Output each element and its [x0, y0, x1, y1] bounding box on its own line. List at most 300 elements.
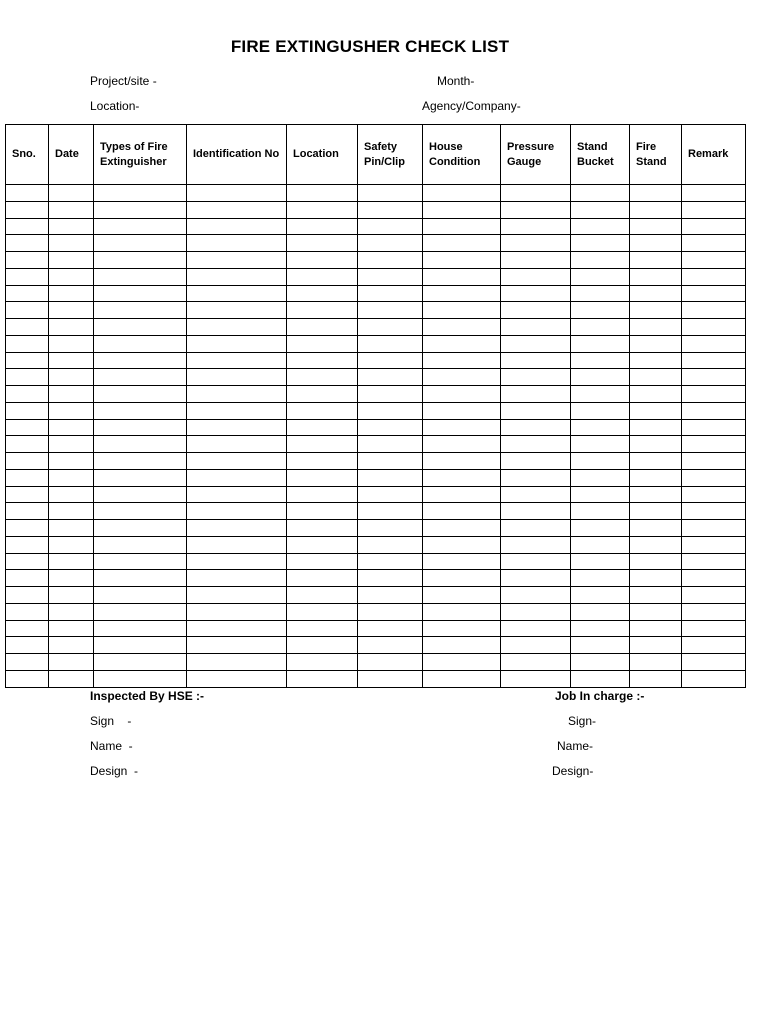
table-cell[interactable]: [358, 268, 423, 285]
table-cell[interactable]: [571, 654, 630, 671]
table-cell[interactable]: [94, 637, 187, 654]
table-cell[interactable]: [423, 218, 501, 235]
table-cell[interactable]: [358, 319, 423, 336]
table-cell[interactable]: [49, 201, 94, 218]
table-cell[interactable]: [682, 520, 746, 537]
table-cell[interactable]: [358, 536, 423, 553]
table-cell[interactable]: [187, 319, 287, 336]
table-cell[interactable]: [423, 603, 501, 620]
table-cell[interactable]: [187, 335, 287, 352]
table-cell[interactable]: [682, 235, 746, 252]
table-cell[interactable]: [49, 520, 94, 537]
table-cell[interactable]: [682, 670, 746, 687]
table-cell[interactable]: [501, 201, 571, 218]
table-cell[interactable]: [94, 620, 187, 637]
table-cell[interactable]: [94, 654, 187, 671]
table-cell[interactable]: [6, 469, 49, 486]
table-cell[interactable]: [6, 285, 49, 302]
table-cell[interactable]: [630, 185, 682, 202]
table-cell[interactable]: [6, 503, 49, 520]
table-cell[interactable]: [187, 654, 287, 671]
table-cell[interactable]: [6, 536, 49, 553]
table-cell[interactable]: [6, 218, 49, 235]
table-cell[interactable]: [187, 469, 287, 486]
table-cell[interactable]: [49, 503, 94, 520]
table-cell[interactable]: [49, 419, 94, 436]
table-cell[interactable]: [187, 436, 287, 453]
table-cell[interactable]: [6, 235, 49, 252]
table-cell[interactable]: [682, 419, 746, 436]
table-cell[interactable]: [49, 570, 94, 587]
table-cell[interactable]: [49, 386, 94, 403]
table-cell[interactable]: [358, 369, 423, 386]
table-cell[interactable]: [501, 319, 571, 336]
table-cell[interactable]: [94, 553, 187, 570]
table-cell[interactable]: [49, 553, 94, 570]
table-cell[interactable]: [501, 453, 571, 470]
table-cell[interactable]: [94, 201, 187, 218]
table-cell[interactable]: [187, 402, 287, 419]
table-cell[interactable]: [571, 570, 630, 587]
table-cell[interactable]: [358, 436, 423, 453]
table-cell[interactable]: [6, 268, 49, 285]
table-cell[interactable]: [358, 620, 423, 637]
table-cell[interactable]: [501, 369, 571, 386]
table-cell[interactable]: [287, 335, 358, 352]
table-cell[interactable]: [94, 335, 187, 352]
table-cell[interactable]: [630, 268, 682, 285]
table-cell[interactable]: [187, 637, 287, 654]
table-cell[interactable]: [630, 603, 682, 620]
table-cell[interactable]: [571, 520, 630, 537]
table-cell[interactable]: [682, 536, 746, 553]
table-cell[interactable]: [423, 419, 501, 436]
table-cell[interactable]: [682, 637, 746, 654]
table-cell[interactable]: [287, 419, 358, 436]
table-cell[interactable]: [187, 285, 287, 302]
table-cell[interactable]: [287, 352, 358, 369]
table-cell[interactable]: [287, 453, 358, 470]
table-cell[interactable]: [571, 503, 630, 520]
table-cell[interactable]: [501, 503, 571, 520]
table-cell[interactable]: [571, 285, 630, 302]
table-cell[interactable]: [358, 654, 423, 671]
table-cell[interactable]: [49, 252, 94, 269]
table-cell[interactable]: [571, 453, 630, 470]
table-cell[interactable]: [187, 302, 287, 319]
table-cell[interactable]: [630, 553, 682, 570]
table-cell[interactable]: [358, 469, 423, 486]
table-cell[interactable]: [358, 670, 423, 687]
table-cell[interactable]: [94, 218, 187, 235]
table-cell[interactable]: [94, 603, 187, 620]
table-cell[interactable]: [423, 453, 501, 470]
table-cell[interactable]: [94, 302, 187, 319]
table-cell[interactable]: [94, 185, 187, 202]
table-cell[interactable]: [287, 620, 358, 637]
table-cell[interactable]: [49, 302, 94, 319]
table-cell[interactable]: [571, 268, 630, 285]
table-cell[interactable]: [682, 436, 746, 453]
table-cell[interactable]: [287, 587, 358, 604]
table-cell[interactable]: [571, 218, 630, 235]
table-cell[interactable]: [358, 419, 423, 436]
table-cell[interactable]: [501, 469, 571, 486]
table-cell[interactable]: [6, 419, 49, 436]
table-cell[interactable]: [571, 252, 630, 269]
table-cell[interactable]: [6, 486, 49, 503]
table-cell[interactable]: [358, 553, 423, 570]
table-cell[interactable]: [187, 185, 287, 202]
table-cell[interactable]: [682, 503, 746, 520]
table-cell[interactable]: [287, 570, 358, 587]
table-cell[interactable]: [630, 402, 682, 419]
table-cell[interactable]: [358, 637, 423, 654]
table-cell[interactable]: [94, 235, 187, 252]
table-cell[interactable]: [6, 201, 49, 218]
table-cell[interactable]: [358, 218, 423, 235]
table-cell[interactable]: [6, 620, 49, 637]
table-cell[interactable]: [49, 235, 94, 252]
table-cell[interactable]: [630, 285, 682, 302]
table-cell[interactable]: [49, 670, 94, 687]
table-cell[interactable]: [49, 436, 94, 453]
table-cell[interactable]: [682, 620, 746, 637]
table-cell[interactable]: [501, 268, 571, 285]
table-cell[interactable]: [49, 335, 94, 352]
table-cell[interactable]: [501, 670, 571, 687]
table-cell[interactable]: [6, 453, 49, 470]
table-cell[interactable]: [423, 587, 501, 604]
table-cell[interactable]: [682, 402, 746, 419]
table-cell[interactable]: [94, 469, 187, 486]
table-cell[interactable]: [94, 252, 187, 269]
table-cell[interactable]: [287, 469, 358, 486]
table-cell[interactable]: [630, 335, 682, 352]
table-cell[interactable]: [358, 201, 423, 218]
table-cell[interactable]: [6, 603, 49, 620]
table-cell[interactable]: [187, 369, 287, 386]
table-cell[interactable]: [423, 654, 501, 671]
table-cell[interactable]: [682, 252, 746, 269]
table-cell[interactable]: [94, 670, 187, 687]
table-cell[interactable]: [358, 235, 423, 252]
table-cell[interactable]: [571, 670, 630, 687]
table-cell[interactable]: [187, 587, 287, 604]
table-cell[interactable]: [630, 302, 682, 319]
table-cell[interactable]: [187, 419, 287, 436]
table-cell[interactable]: [571, 386, 630, 403]
table-cell[interactable]: [94, 520, 187, 537]
table-cell[interactable]: [49, 319, 94, 336]
table-cell[interactable]: [6, 670, 49, 687]
table-cell[interactable]: [501, 285, 571, 302]
table-cell[interactable]: [501, 436, 571, 453]
table-cell[interactable]: [571, 319, 630, 336]
table-cell[interactable]: [630, 436, 682, 453]
table-cell[interactable]: [287, 386, 358, 403]
table-cell[interactable]: [630, 235, 682, 252]
table-cell[interactable]: [6, 520, 49, 537]
table-cell[interactable]: [423, 302, 501, 319]
table-cell[interactable]: [571, 637, 630, 654]
table-cell[interactable]: [6, 570, 49, 587]
table-cell[interactable]: [682, 386, 746, 403]
table-cell[interactable]: [49, 285, 94, 302]
table-cell[interactable]: [501, 536, 571, 553]
table-cell[interactable]: [571, 553, 630, 570]
table-cell[interactable]: [571, 302, 630, 319]
table-cell[interactable]: [630, 319, 682, 336]
table-cell[interactable]: [187, 570, 287, 587]
table-cell[interactable]: [682, 469, 746, 486]
table-cell[interactable]: [682, 285, 746, 302]
table-cell[interactable]: [501, 252, 571, 269]
table-cell[interactable]: [358, 302, 423, 319]
table-cell[interactable]: [682, 570, 746, 587]
table-cell[interactable]: [423, 536, 501, 553]
table-cell[interactable]: [571, 185, 630, 202]
table-cell[interactable]: [630, 486, 682, 503]
table-cell[interactable]: [287, 503, 358, 520]
table-cell[interactable]: [358, 503, 423, 520]
table-cell[interactable]: [49, 185, 94, 202]
table-cell[interactable]: [94, 419, 187, 436]
table-cell[interactable]: [187, 352, 287, 369]
table-cell[interactable]: [94, 352, 187, 369]
table-cell[interactable]: [287, 486, 358, 503]
table-cell[interactable]: [358, 402, 423, 419]
table-cell[interactable]: [287, 603, 358, 620]
table-cell[interactable]: [501, 386, 571, 403]
table-cell[interactable]: [630, 670, 682, 687]
table-cell[interactable]: [49, 268, 94, 285]
table-cell[interactable]: [423, 486, 501, 503]
table-cell[interactable]: [287, 201, 358, 218]
table-cell[interactable]: [682, 201, 746, 218]
table-cell[interactable]: [49, 469, 94, 486]
table-cell[interactable]: [682, 319, 746, 336]
table-cell[interactable]: [501, 553, 571, 570]
table-cell[interactable]: [358, 486, 423, 503]
table-cell[interactable]: [287, 402, 358, 419]
table-cell[interactable]: [630, 570, 682, 587]
table-cell[interactable]: [571, 402, 630, 419]
table-cell[interactable]: [6, 587, 49, 604]
table-cell[interactable]: [630, 587, 682, 604]
table-cell[interactable]: [423, 637, 501, 654]
table-cell[interactable]: [423, 553, 501, 570]
table-cell[interactable]: [358, 570, 423, 587]
table-cell[interactable]: [501, 419, 571, 436]
table-cell[interactable]: [571, 486, 630, 503]
table-cell[interactable]: [358, 285, 423, 302]
table-cell[interactable]: [49, 637, 94, 654]
table-cell[interactable]: [682, 218, 746, 235]
table-cell[interactable]: [571, 469, 630, 486]
table-cell[interactable]: [187, 486, 287, 503]
table-cell[interactable]: [287, 536, 358, 553]
table-cell[interactable]: [423, 570, 501, 587]
table-cell[interactable]: [358, 603, 423, 620]
table-cell[interactable]: [571, 235, 630, 252]
table-cell[interactable]: [6, 319, 49, 336]
table-cell[interactable]: [287, 268, 358, 285]
table-cell[interactable]: [358, 252, 423, 269]
table-cell[interactable]: [682, 268, 746, 285]
table-cell[interactable]: [358, 335, 423, 352]
table-cell[interactable]: [187, 453, 287, 470]
table-cell[interactable]: [94, 285, 187, 302]
table-cell[interactable]: [94, 386, 187, 403]
table-cell[interactable]: [6, 252, 49, 269]
table-cell[interactable]: [187, 670, 287, 687]
table-cell[interactable]: [49, 620, 94, 637]
table-cell[interactable]: [94, 536, 187, 553]
table-cell[interactable]: [6, 185, 49, 202]
table-cell[interactable]: [49, 352, 94, 369]
table-cell[interactable]: [6, 654, 49, 671]
table-cell[interactable]: [6, 436, 49, 453]
table-cell[interactable]: [630, 654, 682, 671]
table-cell[interactable]: [94, 369, 187, 386]
table-cell[interactable]: [6, 369, 49, 386]
table-cell[interactable]: [49, 536, 94, 553]
table-cell[interactable]: [501, 570, 571, 587]
table-cell[interactable]: [682, 369, 746, 386]
table-cell[interactable]: [501, 402, 571, 419]
table-cell[interactable]: [423, 319, 501, 336]
table-cell[interactable]: [358, 352, 423, 369]
table-cell[interactable]: [630, 620, 682, 637]
table-cell[interactable]: [501, 352, 571, 369]
table-cell[interactable]: [187, 218, 287, 235]
table-cell[interactable]: [630, 536, 682, 553]
table-cell[interactable]: [423, 620, 501, 637]
table-cell[interactable]: [287, 654, 358, 671]
table-cell[interactable]: [94, 570, 187, 587]
table-cell[interactable]: [358, 587, 423, 604]
table-cell[interactable]: [423, 252, 501, 269]
table-cell[interactable]: [501, 486, 571, 503]
table-cell[interactable]: [94, 402, 187, 419]
table-cell[interactable]: [287, 436, 358, 453]
table-cell[interactable]: [287, 520, 358, 537]
table-cell[interactable]: [287, 670, 358, 687]
table-cell[interactable]: [6, 352, 49, 369]
table-cell[interactable]: [423, 268, 501, 285]
table-cell[interactable]: [423, 201, 501, 218]
table-cell[interactable]: [358, 386, 423, 403]
table-cell[interactable]: [6, 402, 49, 419]
table-cell[interactable]: [423, 185, 501, 202]
table-cell[interactable]: [682, 553, 746, 570]
table-cell[interactable]: [358, 185, 423, 202]
table-cell[interactable]: [630, 637, 682, 654]
table-cell[interactable]: [682, 603, 746, 620]
table-cell[interactable]: [94, 436, 187, 453]
table-cell[interactable]: [49, 486, 94, 503]
table-cell[interactable]: [501, 587, 571, 604]
table-cell[interactable]: [501, 520, 571, 537]
table-cell[interactable]: [423, 235, 501, 252]
table-cell[interactable]: [287, 235, 358, 252]
table-cell[interactable]: [287, 369, 358, 386]
table-cell[interactable]: [630, 386, 682, 403]
table-cell[interactable]: [630, 453, 682, 470]
table-cell[interactable]: [187, 201, 287, 218]
table-cell[interactable]: [571, 603, 630, 620]
table-cell[interactable]: [571, 436, 630, 453]
table-cell[interactable]: [6, 386, 49, 403]
table-cell[interactable]: [287, 553, 358, 570]
table-cell[interactable]: [501, 620, 571, 637]
table-cell[interactable]: [630, 352, 682, 369]
table-cell[interactable]: [682, 185, 746, 202]
table-cell[interactable]: [287, 185, 358, 202]
table-cell[interactable]: [49, 402, 94, 419]
table-cell[interactable]: [287, 285, 358, 302]
table-cell[interactable]: [423, 386, 501, 403]
table-cell[interactable]: [501, 235, 571, 252]
table-cell[interactable]: [571, 620, 630, 637]
table-cell[interactable]: [682, 587, 746, 604]
table-cell[interactable]: [49, 587, 94, 604]
table-cell[interactable]: [682, 352, 746, 369]
table-cell[interactable]: [187, 235, 287, 252]
table-cell[interactable]: [49, 218, 94, 235]
table-cell[interactable]: [423, 352, 501, 369]
table-cell[interactable]: [94, 486, 187, 503]
table-cell[interactable]: [187, 520, 287, 537]
table-cell[interactable]: [49, 369, 94, 386]
table-cell[interactable]: [571, 369, 630, 386]
table-cell[interactable]: [187, 252, 287, 269]
table-cell[interactable]: [571, 352, 630, 369]
table-cell[interactable]: [94, 319, 187, 336]
table-cell[interactable]: [187, 268, 287, 285]
table-cell[interactable]: [49, 654, 94, 671]
table-cell[interactable]: [501, 654, 571, 671]
table-cell[interactable]: [423, 335, 501, 352]
table-cell[interactable]: [94, 503, 187, 520]
table-cell[interactable]: [94, 453, 187, 470]
table-cell[interactable]: [501, 335, 571, 352]
table-cell[interactable]: [187, 603, 287, 620]
table-cell[interactable]: [423, 670, 501, 687]
table-cell[interactable]: [630, 252, 682, 269]
table-cell[interactable]: [423, 436, 501, 453]
table-cell[interactable]: [187, 553, 287, 570]
table-cell[interactable]: [501, 302, 571, 319]
table-cell[interactable]: [287, 319, 358, 336]
table-cell[interactable]: [287, 218, 358, 235]
table-cell[interactable]: [94, 587, 187, 604]
table-cell[interactable]: [571, 536, 630, 553]
table-cell[interactable]: [287, 252, 358, 269]
table-cell[interactable]: [6, 637, 49, 654]
table-cell[interactable]: [682, 335, 746, 352]
table-cell[interactable]: [423, 520, 501, 537]
table-cell[interactable]: [6, 335, 49, 352]
table-cell[interactable]: [358, 453, 423, 470]
table-cell[interactable]: [682, 302, 746, 319]
table-cell[interactable]: [187, 386, 287, 403]
table-cell[interactable]: [6, 553, 49, 570]
table-cell[interactable]: [571, 587, 630, 604]
table-cell[interactable]: [423, 469, 501, 486]
table-cell[interactable]: [571, 419, 630, 436]
